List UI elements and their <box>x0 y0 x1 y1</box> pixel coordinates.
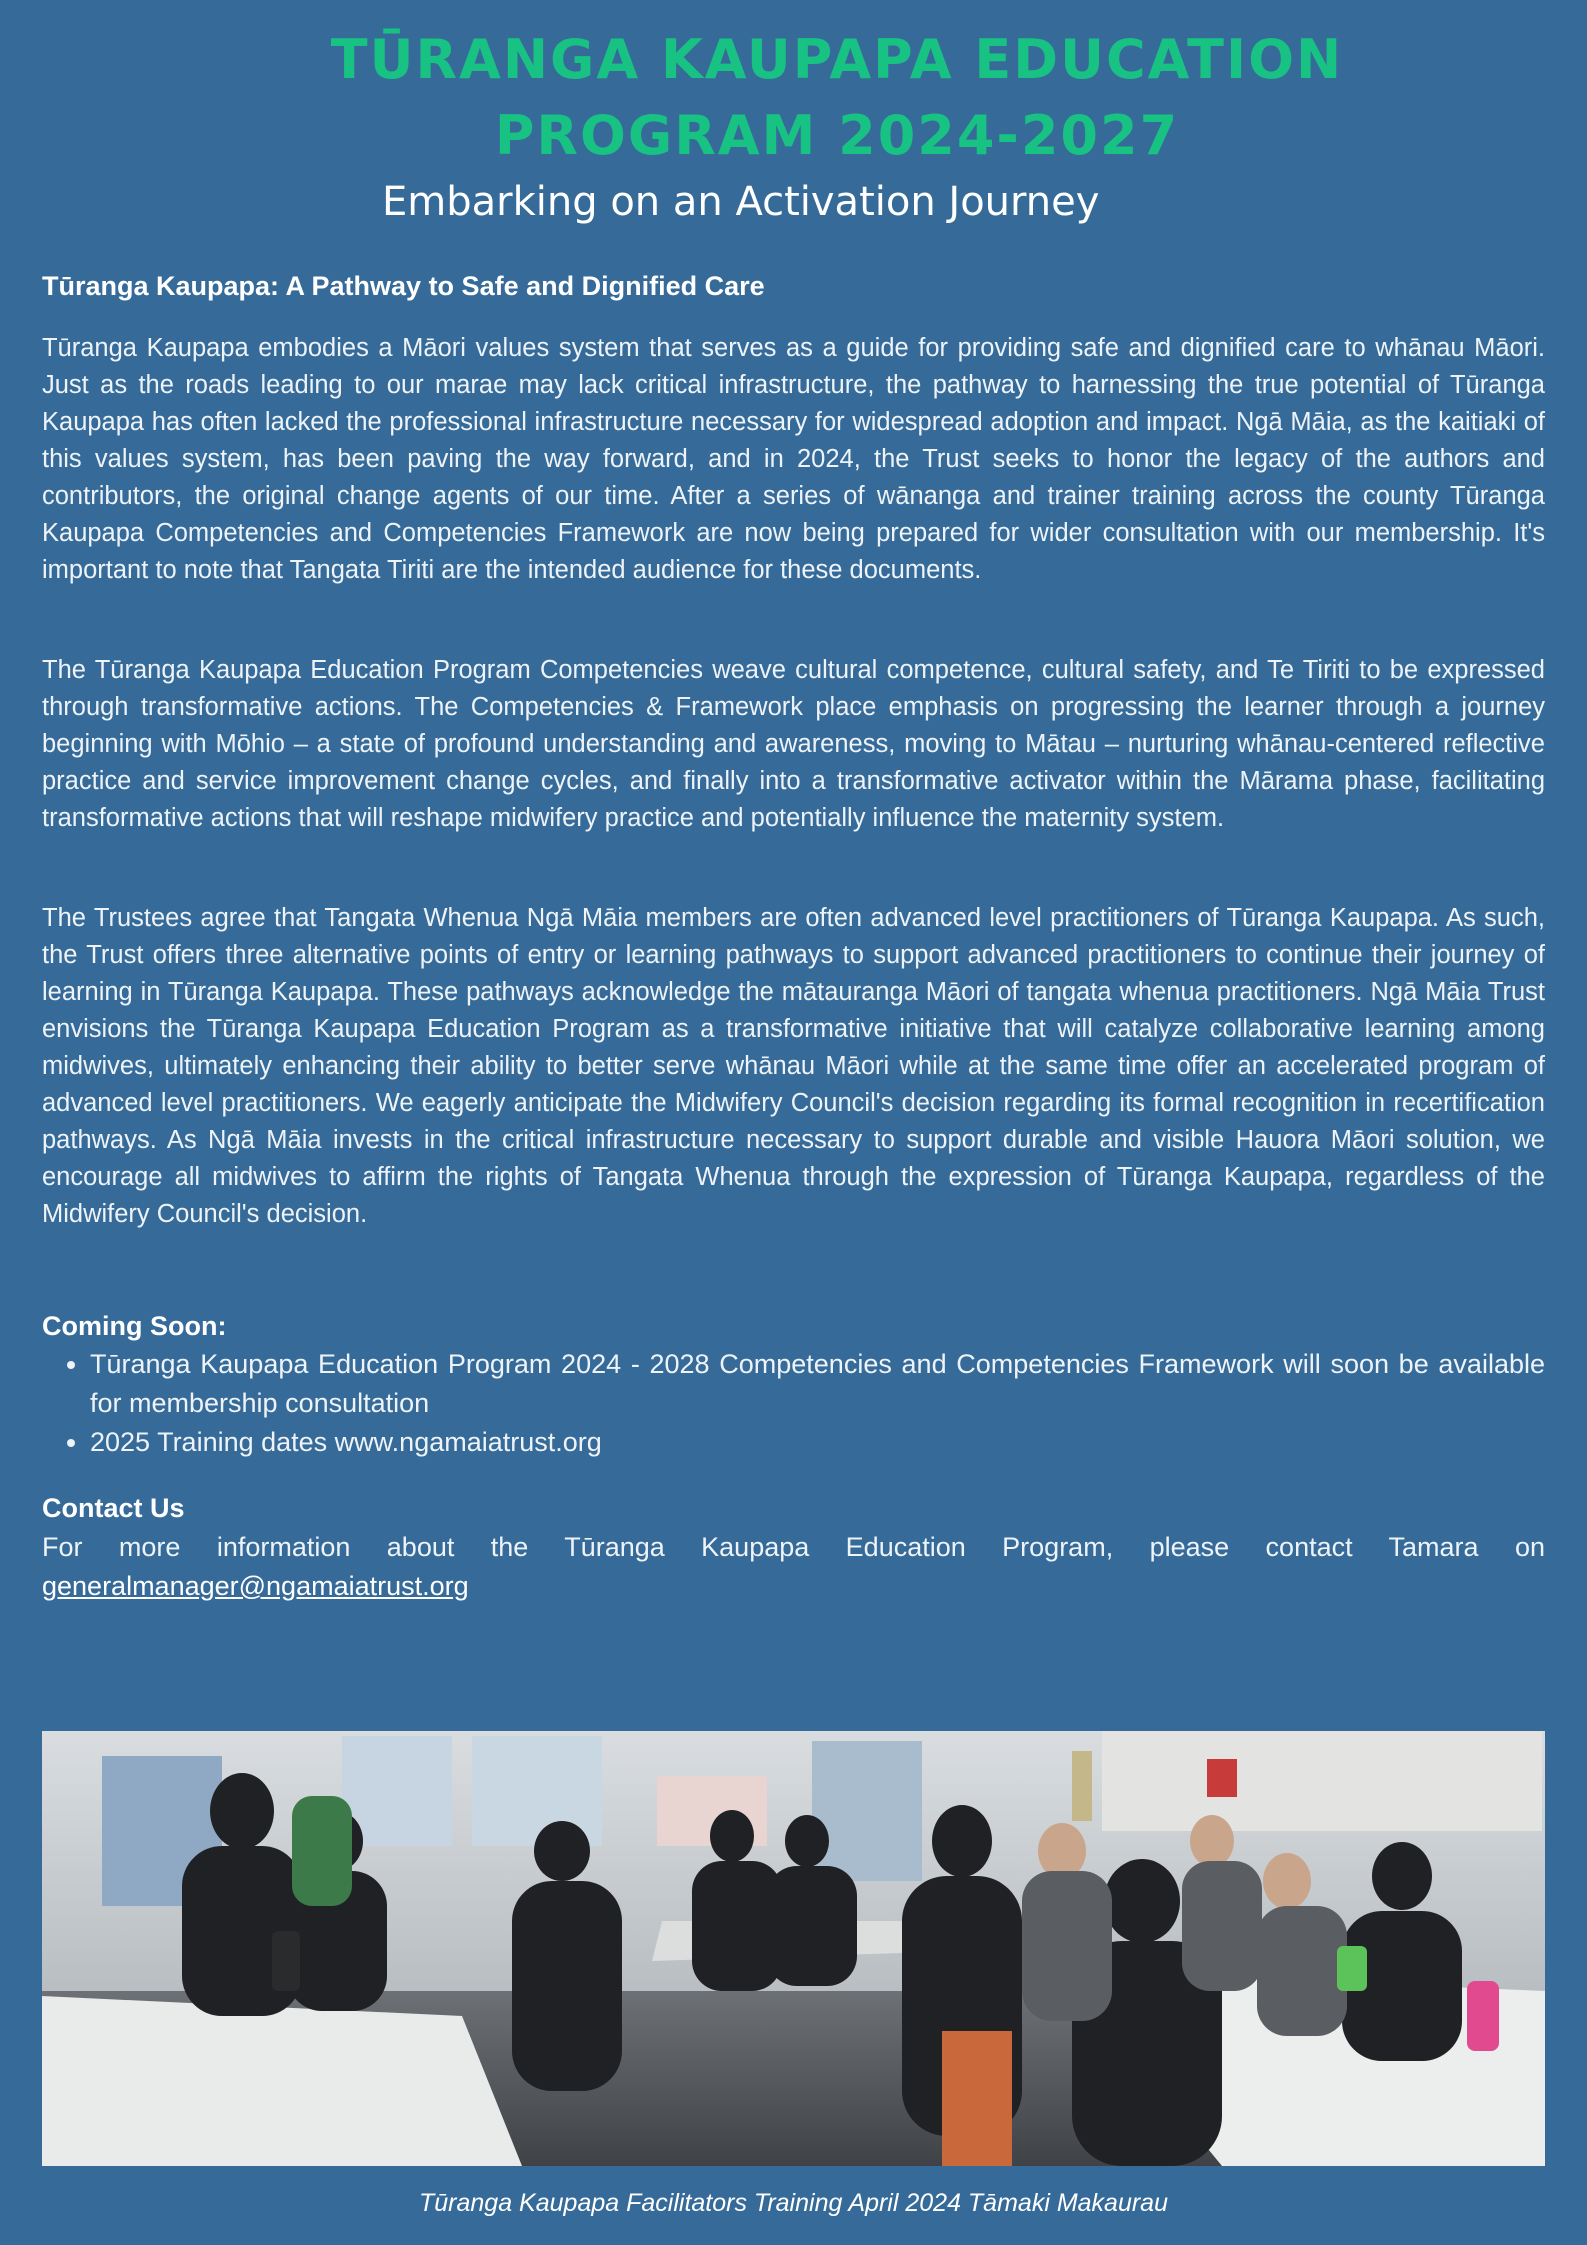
photo-caption: Tūranga Kaupapa Facilitators Training April 2024 Tāmaki Makaurau <box>419 2189 1168 2217</box>
list-item: • 2025 Training dates www.ngamaiatrust.org <box>90 1423 1545 1462</box>
contact-email-link[interactable]: generalmanager@ngamaiatrust.org <box>42 1571 469 1601</box>
contact-heading: Contact Us <box>42 1493 185 1523</box>
list-item: • Tūranga Kaupapa Education Program 2024 - 2028 Competencies and Competencies Framework will soon be available for membership consultation <box>90 1345 1545 1423</box>
page-subtitle: Embarking on an Activation Journey <box>382 179 1100 225</box>
contact-email-line <box>42 1567 469 1606</box>
document-page <box>42 0 1545 2245</box>
intro-paragraph-2: The Tūranga Kaupapa Education Program Competencies weave cultural competence, cultural safety, and Te Tiriti to be expressed through transformative actions. The Competencies & Framework place emphasis on progressing the learner through a journey beginning with Mōhio – a state of profound understanding and awareness, moving to Mātau – nurturing whānau-centered reflective practice and service improvement change cycles, and finally into a transformative activator within the Mārama phase, facilitating transformative actions that will reshape midwifery practice and potentially influence the maternity system. <box>42 656 1545 832</box>
page-title: TŪRANGA KAUPAPA EDUCATION PROGRAM 2024-2027 <box>330 28 1344 167</box>
coming-soon-heading: Coming Soon: <box>42 1311 227 1341</box>
intro-paragraph-1: Tūranga Kaupapa embodies a Māori values system that serves as a guide for providing safe and dignified care to whānau Māori. Just as the roads leading to our marae may lack critical infrastructure, the pathway to harnessing the true potential of Tūranga Kaupapa has often lacked the professional infrastructure necessary for widespread adoption and impact. Ngā Māia, as the kaitiaki of this values system, has been paving the way forward, and in 2024, the Trust seeks to honor the legacy of the authors and contributors, the original change agents of our time. After a series of wānanga and trainer training across the county Tūranga Kaupapa Competencies and Competencies Framework are now being prepared for wider consultation with our membership. It's important to note that Tangata Tiriti are the intended audience for these documents. <box>42 334 1545 584</box>
intro-paragraph-3: The Trustees agree that Tangata Whenua Ngā Māia members are often advanced level practitioners of Tūranga Kaupapa. As such, the Trust offers three alternative points of entry or learning pathways to support advanced practitioners to continue their journey of learning in Tūranga Kaupapa. These pathways acknowledge the mātauranga Māori of tangata whenua practitioners. Ngā Māia Trust envisions the Tūranga Kaupapa Education Program as a transformative initiative that will catalyze collaborative learning among midwives, ultimately enhancing their ability to better serve whānau Māori while at the same time offer an accelerated program of advanced level practitioners. We eagerly anticipate the Midwifery Council's decision regarding its formal recognition in recertification pathways. As Ngā Māia invests in the critical infrastructure necessary to support durable and visible Hauora Māori solution, we encourage all midwives to affirm the rights of Tangata Whenua through the expression of Tūranga Kaupapa, regardless of the Midwifery Council's decision. <box>42 904 1545 1228</box>
contact-text: For more information about the Tūranga Kaupapa Education Program, please contact Tamara on <box>42 1532 1545 1562</box>
training-photo <box>42 1731 1545 2166</box>
training-photo-illustration <box>42 1731 1545 2166</box>
section-heading: Tūranga Kaupapa: A Pathway to Safe and Dignified Care <box>42 271 765 301</box>
coming-soon-list <box>42 1345 1545 1462</box>
